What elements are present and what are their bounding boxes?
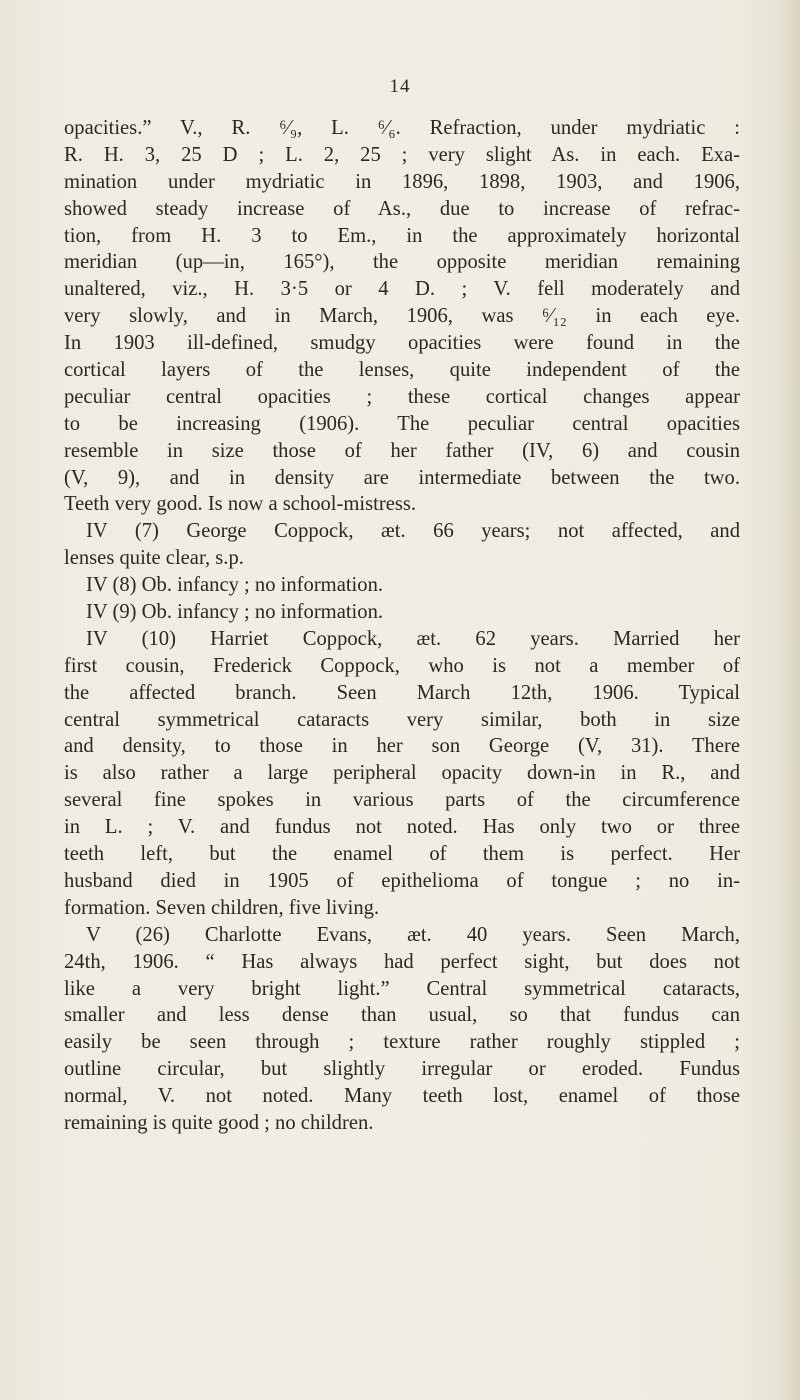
text-line: IV (9) Ob. infancy ; no information.	[86, 601, 384, 624]
text-line: IV (7) George Coppock, æt. 66 years; not affected, and	[86, 520, 740, 543]
text-line: first cousin, Frederick Coppock, who is not a member of	[64, 654, 740, 677]
text-line: like a very bright light.” Central symmetrical cataracts,	[64, 977, 740, 1000]
text-line: In 1903 ill-defined, smudgy opacities were found in the	[64, 332, 740, 355]
body-text	[64, 115, 740, 1137]
text-line: and density, to those in her son George (V, 31). There	[64, 735, 740, 758]
text-line: meridian (up—in, 165°), the opposite meridian remaining	[64, 251, 740, 274]
text-line: in L. ; V. and fundus not noted. Has only two or three	[64, 816, 740, 839]
text-line: V (26) Charlotte Evans, æt. 40 years. Seen March,	[86, 923, 740, 946]
page-number: 14	[389, 76, 411, 97]
text-line: the affected branch. Seen March 12th, 1906. Typical	[64, 681, 740, 704]
text-line: several fine spokes in various parts of the circumference	[64, 789, 740, 812]
text-line: tion, from H. 3 to Em., in the approximately horizontal	[64, 224, 740, 247]
text-line: peculiar central opacities ; these cortical changes appear	[64, 385, 740, 408]
text-line: very slowly, and in March, 1906, was ⁶⁄₁₂ in each eye.	[64, 305, 740, 328]
text-line: central symmetrical cataracts very similar, both in size	[64, 708, 740, 731]
text-line: R. H. 3, 25 D ; L. 2, 25 ; very slight As. in each. Exa-	[64, 143, 740, 166]
text-line: Teeth very good. Is now a school-mistress.	[64, 493, 417, 516]
text-line: showed steady increase of As., due to increase of refrac-	[64, 197, 740, 220]
text-line: unaltered, viz., H. 3·5 or 4 D. ; V. fell moderately and	[64, 278, 740, 301]
text-line: (V, 9), and in density are intermediate between the two.	[64, 466, 740, 489]
text-line: IV (8) Ob. infancy ; no information.	[86, 574, 384, 597]
text-line: to be increasing (1906). The peculiar central opacities	[64, 412, 740, 435]
text-line: resemble in size those of her father (IV, 6) and cousin	[64, 439, 740, 462]
text-line: lenses quite clear, s.p.	[64, 547, 244, 570]
text-line: mination under mydriatic in 1896, 1898, 1903, and 1906,	[64, 170, 740, 193]
text-line: 24th, 1906. “ Has always had perfect sight, but does not	[64, 950, 740, 973]
text-line: opacities.” V., R. ⁶⁄₉, L. ⁶⁄₆. Refraction, under mydriatic :	[64, 117, 740, 139]
text-line: IV (10) Harriet Coppock, æt. 62 years. Married her	[86, 627, 740, 650]
text-line: teeth left, but the enamel of them is perfect. Her	[64, 843, 740, 866]
text-line: formation. Seven children, five living.	[64, 896, 380, 919]
page-edge-shadow	[778, 0, 800, 1400]
text-line: normal, V. not noted. Many teeth lost, enamel of those	[64, 1085, 740, 1108]
text-line: is also rather a large peripheral opacity down-in in R., and	[64, 762, 740, 785]
text-line: smaller and less dense than usual, so that fundus can	[64, 1004, 740, 1027]
text-line: remaining is quite good ; no children.	[64, 1111, 374, 1134]
text-line: easily be seen through ; texture rather roughly stippled ;	[64, 1031, 740, 1054]
text-line: outline circular, but slightly irregular or eroded. Fundus	[64, 1058, 740, 1081]
text-line: husband died in 1905 of epithelioma of tongue ; no in-	[64, 869, 740, 892]
text-line: cortical layers of the lenses, quite independent of the	[64, 359, 740, 382]
